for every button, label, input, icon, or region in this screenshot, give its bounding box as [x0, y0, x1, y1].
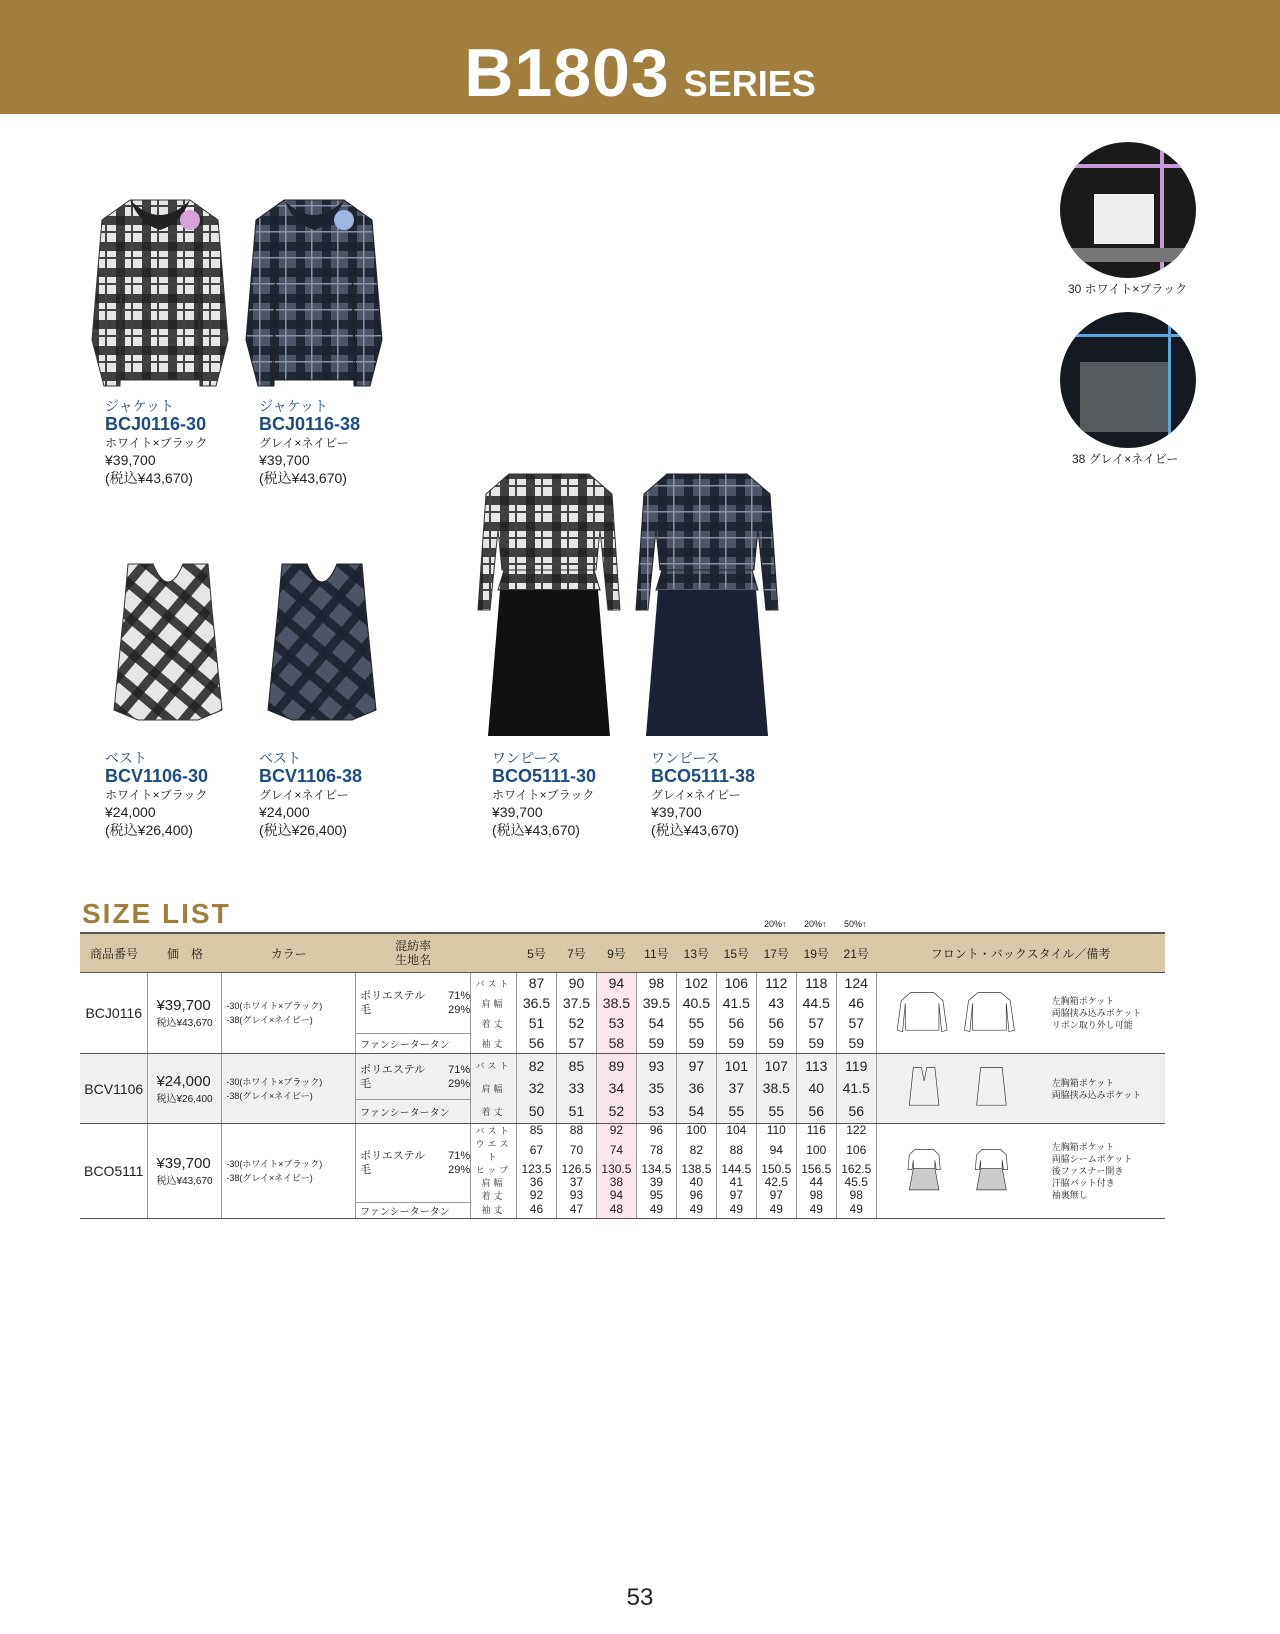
measure-value: 100 — [796, 1137, 836, 1163]
measure-value: 118 — [796, 973, 836, 994]
measure-value: 49 — [676, 1202, 716, 1218]
measure-label: 肩幅 — [471, 1077, 517, 1100]
product-color: グレイ×ネイビー — [259, 788, 349, 802]
measure-value: 49 — [716, 1202, 756, 1218]
style-note: リボン取り外し可能 — [1051, 1020, 1133, 1030]
measure-label: バスト — [471, 973, 517, 994]
product-category: ジャケット — [259, 398, 329, 414]
product-code: BCO5111-38 — [651, 766, 756, 786]
header-fabric: 混紡率 生地名 — [356, 933, 471, 973]
jacket-white-black-image — [90, 190, 230, 388]
measure-value: 59 — [756, 1033, 796, 1054]
measure-value: 88 — [556, 1124, 596, 1138]
measure-value: 59 — [836, 1033, 876, 1054]
measure-value: 97 — [716, 1189, 756, 1202]
measure-value: 67 — [517, 1137, 557, 1163]
measure-value: 101 — [716, 1054, 756, 1078]
style-note: 袖裏無し — [1051, 1189, 1088, 1200]
fiber-name: ポリエステル — [360, 1149, 426, 1162]
color-option: -38(グレイ×ネイビー) — [226, 1172, 313, 1183]
product-tax-price: (税込¥43,670) — [105, 470, 193, 486]
measure-value: 96 — [676, 1189, 716, 1202]
measure-value: 56 — [796, 1100, 836, 1124]
measure-value: 162.5 — [836, 1163, 876, 1176]
measure-value: 41.5 — [716, 993, 756, 1013]
measure-value: 48 — [596, 1202, 636, 1218]
product-tax-price: (税込¥26,400) — [105, 822, 193, 838]
measure-value: 119 — [836, 1054, 876, 1078]
fiber-pct: 29% — [448, 1163, 471, 1176]
header-price: 価 格 — [148, 933, 222, 973]
style-note: 左胸箱ポケット — [1051, 1077, 1115, 1088]
measure-value: 50 — [517, 1100, 557, 1124]
fiber-pct: 29% — [448, 1003, 471, 1016]
measure-value: 55 — [676, 1013, 716, 1033]
price-value: ¥39,700 — [156, 997, 211, 1014]
measure-value: 59 — [796, 1033, 836, 1054]
style-notes — [1052, 995, 1142, 1031]
surcharge-label: 20%↑ — [804, 919, 827, 929]
series-header — [0, 0, 1280, 114]
measure-value: 40.5 — [676, 993, 716, 1013]
page-number: 53 — [626, 1584, 654, 1611]
measure-value: 49 — [796, 1202, 836, 1218]
measure-value: 106 — [716, 973, 756, 994]
product-code: BCJ0116-30 — [105, 414, 207, 434]
color-cell — [222, 1124, 356, 1219]
color-option: -30(ホワイト×ブラック) — [226, 1076, 323, 1087]
measure-value: 156.5 — [796, 1163, 836, 1176]
measure-value: 53 — [596, 1013, 636, 1033]
measure-value: 52 — [596, 1100, 636, 1124]
measure-label: 袖丈 — [471, 1033, 517, 1054]
measure-value: 112 — [756, 973, 796, 994]
tax-price: 税込¥43,670 — [156, 1018, 213, 1029]
measure-value: 88 — [716, 1137, 756, 1163]
fabric-line — [360, 1077, 470, 1091]
measure-value: 97 — [676, 1054, 716, 1078]
measure-value: 97 — [756, 1189, 796, 1202]
measure-value: 70 — [556, 1137, 596, 1163]
price-cell — [148, 1124, 222, 1219]
measure-value: 107 — [756, 1054, 796, 1078]
measure-label: 着丈 — [471, 1100, 517, 1124]
measure-value: 54 — [676, 1100, 716, 1124]
measure-value: 38.5 — [756, 1077, 796, 1100]
measure-value: 92 — [517, 1189, 557, 1202]
size-list-title: SIZE LIST — [82, 898, 231, 929]
measure-value: 95 — [636, 1189, 676, 1202]
measure-value: 144.5 — [716, 1163, 756, 1176]
measure-value: 56 — [517, 1033, 557, 1054]
measure-label: 肩幅 — [471, 1176, 517, 1189]
fabric-name-cell: ファンシータータン — [356, 1100, 471, 1124]
product-price: ¥24,000 — [105, 804, 156, 820]
measure-value: 49 — [636, 1202, 676, 1218]
fabric-line — [360, 1003, 470, 1017]
measure-value: 138.5 — [676, 1163, 716, 1176]
measure-value: 44.5 — [796, 993, 836, 1013]
fiber-name: 毛 — [360, 1163, 372, 1176]
product-code: BCJ0116-38 — [259, 414, 361, 434]
color-option: -38(グレイ×ネイビー) — [226, 1090, 313, 1101]
measure-value: 110 — [756, 1124, 796, 1138]
measure-value: 45.5 — [836, 1176, 876, 1189]
style-note: 両脇挟み込みポケット — [1051, 1089, 1142, 1100]
fabric-line — [360, 1163, 470, 1177]
measure-label: バスト — [471, 1124, 517, 1138]
measure-value: 38 — [596, 1176, 636, 1189]
measure-value: 94 — [756, 1137, 796, 1163]
product-card — [105, 398, 207, 487]
dress-white-black-image — [474, 470, 624, 740]
measure-value: 94 — [596, 973, 636, 994]
swatch-label: 38 グレイ×ネイビー — [1072, 452, 1179, 466]
measure-value: 58 — [596, 1033, 636, 1054]
product-code-cell: BCV1106 — [80, 1054, 148, 1124]
product-code-cell: BCO5111 — [80, 1124, 148, 1219]
fabric-line — [360, 989, 470, 1003]
style-note: 汗脇パット付き — [1051, 1177, 1115, 1188]
fiber-name: ポリエステル — [360, 1063, 426, 1076]
style-note: 両脇シームポケット — [1051, 1153, 1133, 1164]
measure-value: 113 — [796, 1054, 836, 1078]
measure-value: 53 — [636, 1100, 676, 1124]
product-card — [259, 398, 360, 487]
vest-white-black-image — [108, 560, 228, 722]
header-size: 5号 — [517, 933, 557, 973]
measure-value: 96 — [636, 1124, 676, 1138]
style-illustration — [877, 1136, 1052, 1205]
measure-label: バスト — [471, 1054, 517, 1078]
measure-value: 55 — [716, 1100, 756, 1124]
measure-value: 36.5 — [517, 993, 557, 1013]
measure-value: 35 — [636, 1077, 676, 1100]
measure-value: 40 — [796, 1077, 836, 1100]
header-measure — [471, 933, 517, 973]
measure-value: 37.5 — [556, 993, 596, 1013]
product-code: BCV1106-30 — [105, 766, 209, 786]
measure-label: 着丈 — [471, 1189, 517, 1202]
measure-value: 46 — [517, 1202, 557, 1218]
product-category: ジャケット — [105, 398, 175, 414]
fabric-line — [360, 1149, 470, 1163]
measure-value: 37 — [556, 1176, 596, 1189]
measure-value: 42.5 — [756, 1176, 796, 1189]
swatch-label: 30 ホワイト×ブラック — [1068, 282, 1188, 296]
product-card — [492, 750, 596, 839]
series-title — [0, 34, 1280, 112]
size-list-header-row — [80, 933, 1165, 973]
measure-value: 57 — [556, 1033, 596, 1054]
measure-value: 39.5 — [636, 993, 676, 1013]
product-price: ¥39,700 — [651, 804, 702, 820]
measure-value: 85 — [517, 1124, 557, 1138]
measure-value: 36 — [517, 1176, 557, 1189]
measure-label: ウエスト — [471, 1137, 517, 1163]
price-cell — [148, 973, 222, 1054]
measure-value: 98 — [796, 1189, 836, 1202]
surcharge-label: 50%↑ — [844, 919, 867, 929]
fabric-swatch — [1060, 142, 1196, 278]
style-note: 両脇挟み込みポケット — [1051, 1008, 1142, 1018]
product-tax-price: (税込¥43,670) — [492, 822, 580, 838]
measure-value: 49 — [836, 1202, 876, 1218]
product-category: ワンピース — [651, 750, 720, 766]
measure-value: 55 — [756, 1100, 796, 1124]
measure-value: 59 — [636, 1033, 676, 1054]
product-tax-price: (税込¥43,670) — [651, 822, 739, 838]
measure-value: 82 — [517, 1054, 557, 1078]
product-color: ホワイト×ブラック — [105, 436, 208, 450]
price-value: ¥24,000 — [156, 1072, 211, 1090]
dress-gray-navy-image — [632, 470, 782, 740]
measure-value: 122 — [836, 1124, 876, 1138]
style-note: 左胸箱ポケット — [1051, 996, 1115, 1006]
measure-value: 56 — [716, 1013, 756, 1033]
price-value: ¥39,700 — [156, 1154, 211, 1172]
measure-value: 44 — [796, 1176, 836, 1189]
measure-value: 39 — [636, 1176, 676, 1189]
product-color: グレイ×ネイビー — [259, 436, 349, 450]
fabric-swatch — [1060, 312, 1196, 448]
fiber-pct: 29% — [448, 1077, 471, 1090]
jacket-gray-navy-image — [244, 190, 384, 388]
measure-value: 33 — [556, 1077, 596, 1100]
fiber-pct: 71% — [448, 1149, 471, 1162]
measure-value: 57 — [836, 1013, 876, 1033]
measure-value: 98 — [636, 973, 676, 994]
product-tax-price: (税込¥26,400) — [259, 822, 347, 838]
measure-value: 94 — [596, 1189, 636, 1202]
fiber-name: 毛 — [360, 1003, 372, 1016]
measure-value: 150.5 — [756, 1163, 796, 1176]
header-size: 21号 — [836, 933, 876, 973]
style-note: 左胸箱ポケット — [1051, 1141, 1115, 1152]
product-tax-price: (税込¥43,670) — [259, 470, 347, 486]
measure-value: 98 — [836, 1189, 876, 1202]
measure-value: 43 — [756, 993, 796, 1013]
product-category: ベスト — [259, 750, 301, 766]
measure-label: 肩幅 — [471, 993, 517, 1013]
measure-label: ヒップ — [471, 1163, 517, 1176]
measure-value: 41 — [716, 1176, 756, 1189]
header-style: フロント・バックスタイル／備考 — [876, 933, 1165, 973]
header-size: 19号 — [796, 933, 836, 973]
product-price: ¥39,700 — [259, 452, 310, 468]
measure-value: 40 — [676, 1176, 716, 1189]
fiber-pct: 71% — [448, 1063, 471, 1076]
measure-value: 51 — [517, 1013, 557, 1033]
measure-value: 37 — [716, 1077, 756, 1100]
measure-value: 74 — [596, 1137, 636, 1163]
series-label: SERIES — [683, 63, 816, 104]
fabric-blend-cell — [356, 973, 471, 1034]
measure-value: 123.5 — [517, 1163, 557, 1176]
measure-value: 41.5 — [836, 1077, 876, 1100]
color-cell — [222, 1054, 356, 1124]
measure-value: 36 — [676, 1077, 716, 1100]
measure-value: 56 — [756, 1013, 796, 1033]
product-color: ホワイト×ブラック — [492, 788, 595, 802]
tax-price: 税込¥26,400 — [156, 1093, 213, 1105]
measure-value: 32 — [517, 1077, 557, 1100]
product-card — [259, 750, 362, 839]
measure-value: 92 — [596, 1124, 636, 1138]
fiber-name: 毛 — [360, 1077, 372, 1090]
product-code-cell: BCJ0116 — [80, 973, 148, 1054]
style-illustration — [877, 1054, 1052, 1123]
header-size: 13号 — [676, 933, 716, 973]
header-size: 9号 — [596, 933, 636, 973]
measure-value: 90 — [556, 973, 596, 994]
fabric-line — [360, 1063, 470, 1077]
vest-gray-navy-image — [262, 560, 382, 722]
product-price: ¥39,700 — [492, 804, 543, 820]
measurement-row — [80, 1054, 1165, 1078]
measure-value: 130.5 — [596, 1163, 636, 1176]
fabric-name-cell: ファンシータータン — [356, 1202, 471, 1218]
product-code: BCO5111-30 — [492, 766, 597, 786]
header-size: 17号 — [756, 933, 796, 973]
measure-value: 85 — [556, 1054, 596, 1078]
measure-value: 59 — [676, 1033, 716, 1054]
product-category: ワンピース — [492, 750, 561, 766]
fiber-pct: 71% — [448, 989, 471, 1002]
measure-value: 46 — [836, 993, 876, 1013]
measure-value: 124 — [836, 973, 876, 994]
series-code: B1803 — [464, 35, 670, 111]
measure-value: 78 — [636, 1137, 676, 1163]
measurement-row — [80, 973, 1165, 994]
measure-value: 47 — [556, 1202, 596, 1218]
measure-value: 52 — [556, 1013, 596, 1033]
size-list-table — [80, 932, 1165, 1219]
measure-value: 49 — [756, 1202, 796, 1218]
measure-value: 89 — [596, 1054, 636, 1078]
header-size: 11号 — [636, 933, 676, 973]
measure-value: 51 — [556, 1100, 596, 1124]
style-notes-cell — [876, 1124, 1165, 1219]
style-notes-cell — [876, 973, 1165, 1054]
style-note: 後ファスナー開き — [1051, 1165, 1124, 1176]
fabric-name-cell: ファンシータータン — [356, 1033, 471, 1054]
tax-price: 税込¥43,670 — [156, 1175, 213, 1187]
fiber-name: ポリエステル — [360, 989, 426, 1002]
measure-value: 34 — [596, 1077, 636, 1100]
header-size: 7号 — [556, 933, 596, 973]
product-price: ¥24,000 — [259, 804, 310, 820]
price-cell — [148, 1054, 222, 1124]
product-code: BCV1106-38 — [259, 766, 363, 786]
measure-value: 54 — [636, 1013, 676, 1033]
measure-label: 袖丈 — [471, 1202, 517, 1218]
measure-value: 93 — [556, 1189, 596, 1202]
measure-value: 57 — [796, 1013, 836, 1033]
product-color: グレイ×ネイビー — [651, 788, 741, 802]
color-option: -38(グレイ×ネイビー) — [226, 1015, 313, 1025]
measure-value: 104 — [716, 1124, 756, 1138]
product-color: ホワイト×ブラック — [105, 788, 208, 802]
measurement-row — [80, 1124, 1165, 1138]
measure-value: 59 — [716, 1033, 756, 1054]
style-illustration — [877, 979, 1052, 1048]
product-card — [651, 750, 755, 839]
header-color: カラー — [222, 933, 356, 973]
style-notes — [1052, 1077, 1142, 1101]
fabric-blend-cell — [356, 1124, 471, 1203]
style-notes — [1052, 1141, 1133, 1201]
measure-value: 116 — [796, 1124, 836, 1138]
measure-value: 126.5 — [556, 1163, 596, 1176]
color-option: -30(ホワイト×ブラック) — [226, 1001, 323, 1011]
measure-value: 100 — [676, 1124, 716, 1138]
measure-value: 38.5 — [596, 993, 636, 1013]
measure-value: 82 — [676, 1137, 716, 1163]
header-code: 商品番号 — [80, 933, 148, 973]
style-notes-cell — [876, 1054, 1165, 1124]
fabric-blend-cell — [356, 1054, 471, 1100]
measure-value: 87 — [517, 973, 557, 994]
color-cell — [222, 973, 356, 1054]
header-size: 15号 — [716, 933, 756, 973]
surcharge-label: 20%↑ — [764, 919, 787, 929]
measure-value: 106 — [836, 1137, 876, 1163]
color-option: -30(ホワイト×ブラック) — [226, 1158, 323, 1169]
measure-value: 56 — [836, 1100, 876, 1124]
product-category: ベスト — [105, 750, 147, 766]
measure-value: 102 — [676, 973, 716, 994]
measure-value: 134.5 — [636, 1163, 676, 1176]
measure-label: 着丈 — [471, 1013, 517, 1033]
product-card — [105, 750, 208, 839]
measure-value: 93 — [636, 1054, 676, 1078]
product-price: ¥39,700 — [105, 452, 156, 468]
